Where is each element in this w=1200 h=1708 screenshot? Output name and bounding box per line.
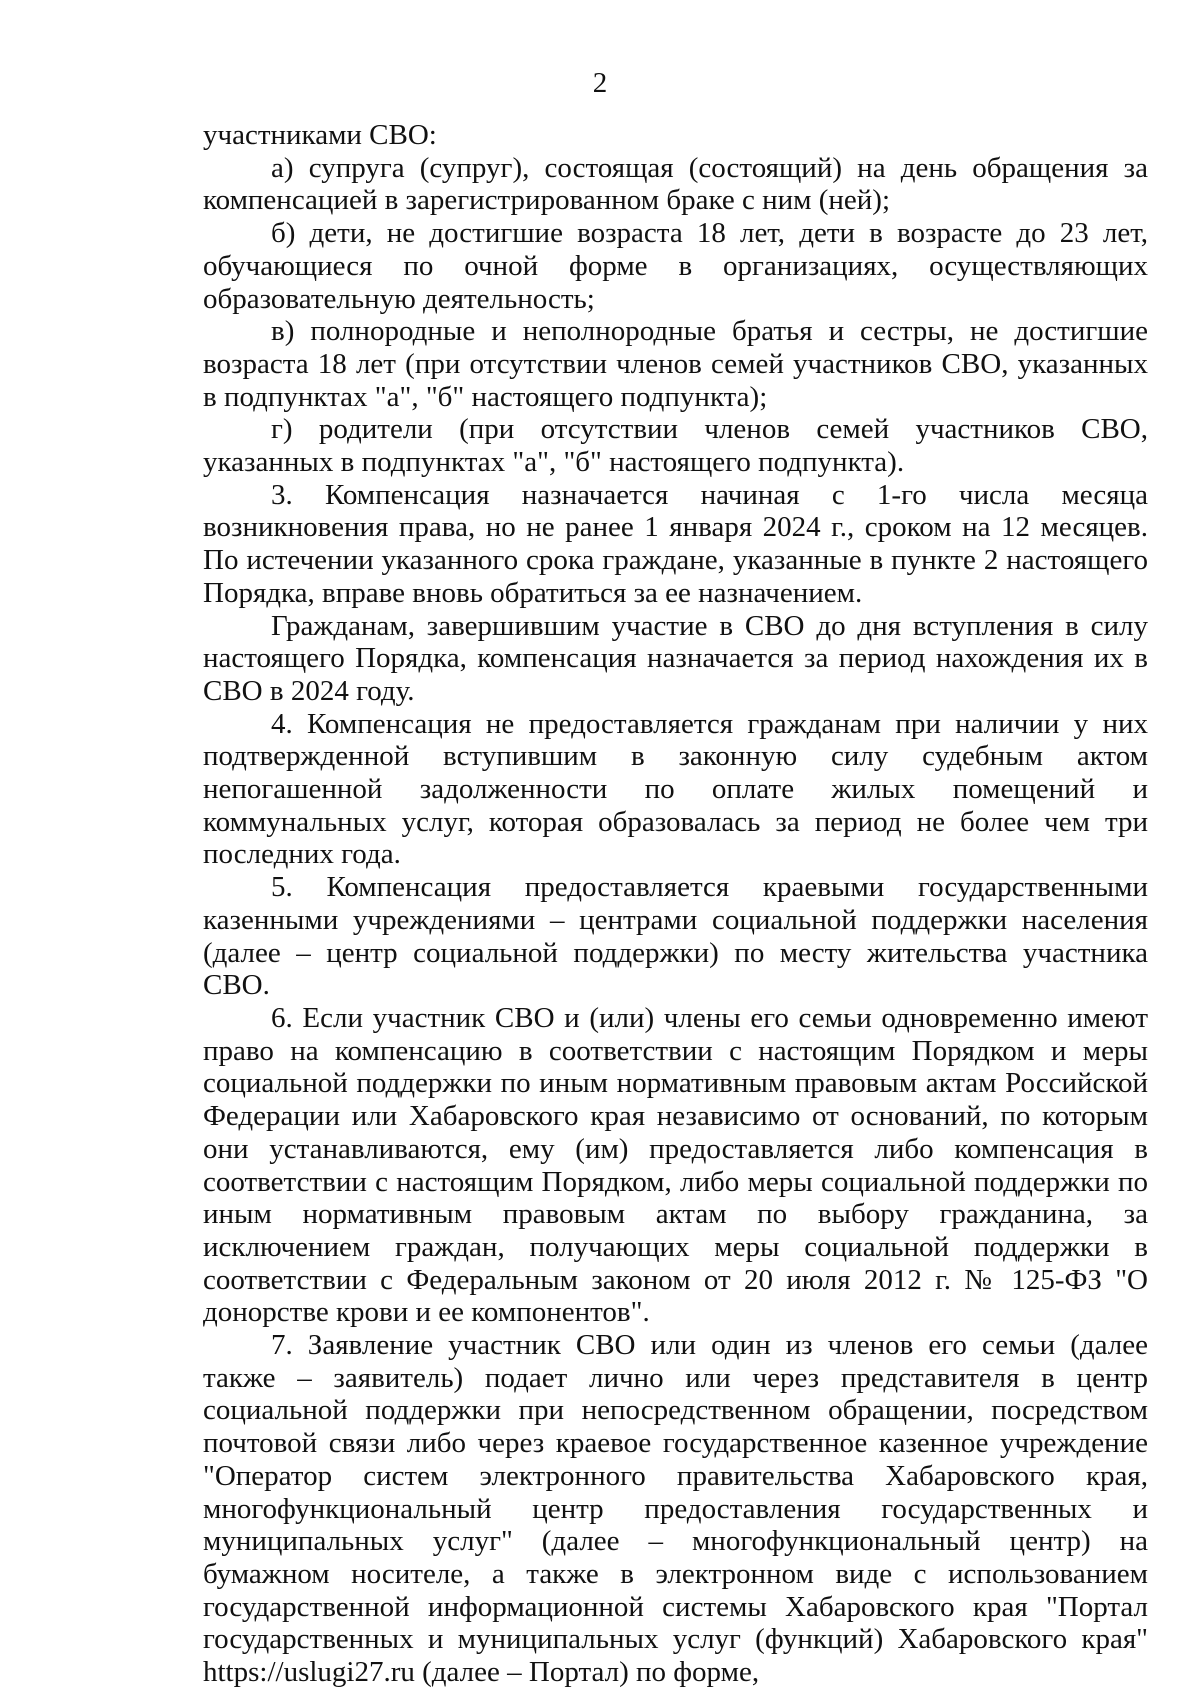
paragraph-item-b: б) дети, не достигшие возраста 18 лет, дети в возрасте до 23 лет, обучающиеся по очной форме в организациях, осуществляющих образовательную деятельность; <box>203 217 1148 315</box>
paragraph-intro: участниками СВО: <box>203 119 437 151</box>
paragraph-clause-6: 6. Если участник СВО и (или) члены его семьи одновременно имеют право на компенсацию в соответствии с настоящим Порядком и меры социальной поддержки по иным нормативным правовым актам Российской Федерации или Хабаровского края независимо от оснований, по которым они устанавливаются, ему (им) предоставляется либо компенсация в соответствии с настоящим Порядком, либо меры социальной поддержки по иным нормативным правовым актам по выбору гражданина, за исключением граждан, получающих меры социальной поддержки в соответствии с Федеральным законом от 20 июля 2012 г. № 125-ФЗ "О донорстве крови и ее компонентов". <box>203 1001 1148 1329</box>
paragraph-clause-3: 3. Компенсация назначается начиная с 1-го числа месяца возникновения права, но не ранее 1 января 2024 г., сроком на 12 месяцев. По истечении указанного срока граждане, указанные в пункте 2 настоящего Порядка, вправе вновь обратиться за ее назначением. <box>203 478 1148 609</box>
paragraph-clause-5: 5. Компенсация предоставляется краевыми государственными казенными учреждениями – центрами социальной поддержки населения (далее – центр социальной поддержки) по месту жительства участника СВО. <box>203 871 1148 1002</box>
document-body <box>203 119 1148 1689</box>
paragraph-clause-3-cont: Гражданам, завершившим участие в СВО до дня вступления в силу настоящего Порядка, компенсация назначается за период нахождения их в СВО в 2024 году. <box>203 609 1148 707</box>
page-number: 2 <box>592 67 608 99</box>
paragraph-clause-4: 4. Компенсация не предоставляется гражданам при наличии у них подтвержденной вступившим в законную силу судебным актом непогашенной задолженности по оплате жилых помещений и коммунальных услуг, которая образовалась за период не более чем три последних года. <box>203 707 1148 871</box>
paragraph-item-a: а) супруга (супруг), состоящая (состоящий) на день обращения за компенсацией в зарегистрированном браке с ним (ней); <box>203 151 1148 217</box>
paragraph-item-v: в) полнородные и неполнородные братья и сестры, не достигшие возраста 18 лет (при отсутствии членов семей участников СВО, указанных в подпунктах "а", "б" настоящего подпункта); <box>203 315 1148 413</box>
paragraph-item-g: г) родители (при отсутствии членов семей участников СВО, указанных в подпунктах "а", "б" настоящего подпункта). <box>203 413 1148 479</box>
paragraph-clause-7: 7. Заявление участник СВО или один из членов его семьи (далее также – заявитель) подает лично или через представителя в центр социальной поддержки при непосредственном обращении, посредством почтовой связи либо через краевое государственное казенное учреждение "Оператор систем электронного правительства Хабаровского края, многофункциональный центр предоставления государственных и муниципальных услуг" (далее – многофункциональный центр) на бумажном носителе, а также в электронном виде с использованием государственной информационной системы Хабаровского края "Портал государственных и муниципальных услуг (функций) Хабаровского края" https://uslugi27.ru (далее – Портал) по форме, <box>203 1329 1148 1689</box>
